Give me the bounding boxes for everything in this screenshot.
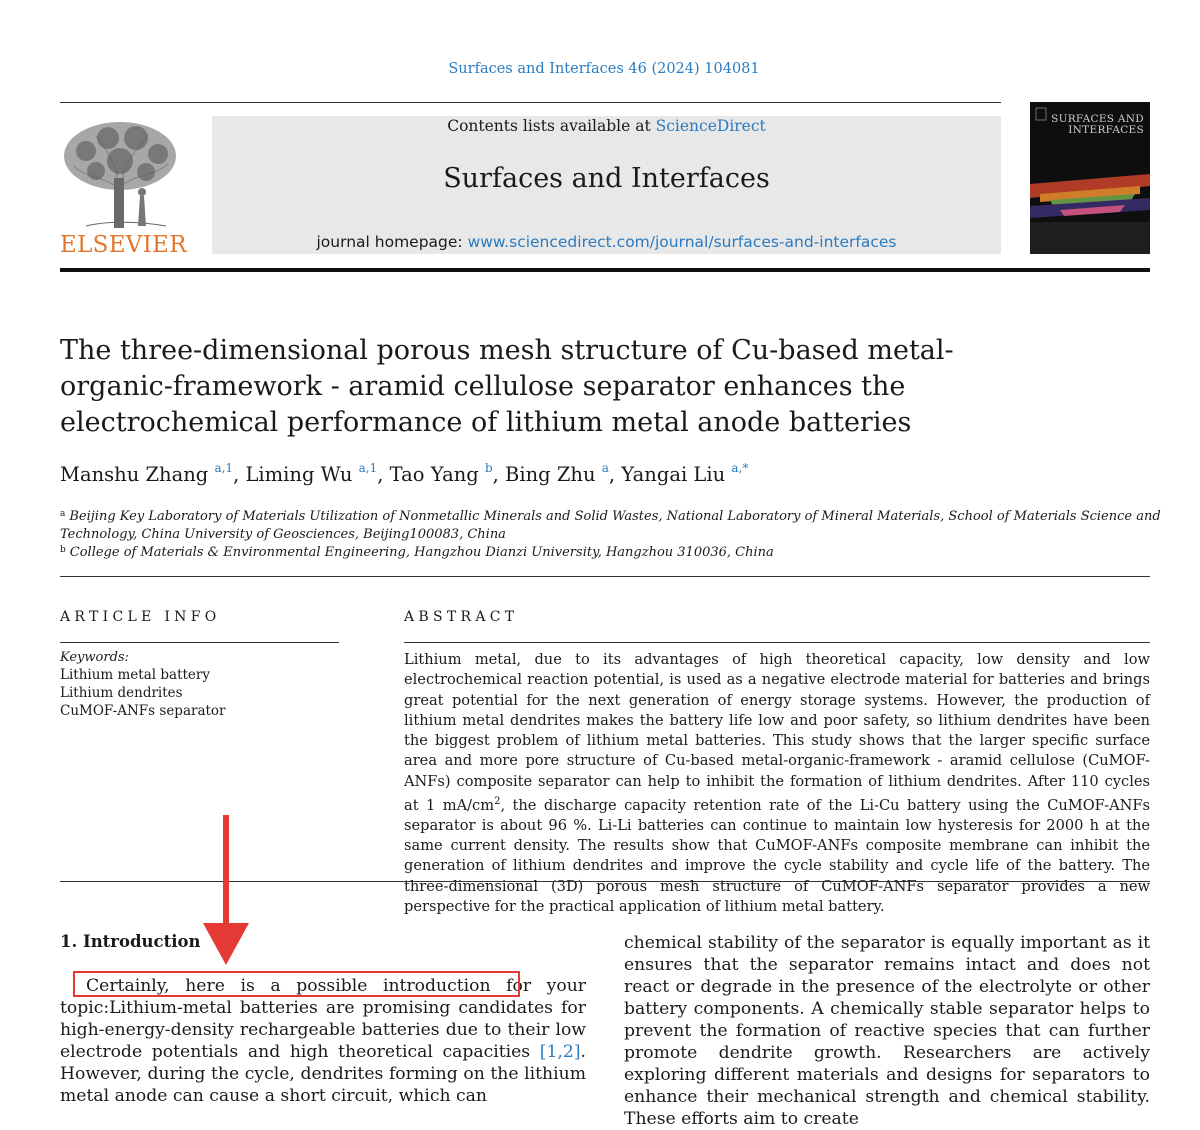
cover-title-line1: SURFACES AND <box>1051 113 1144 125</box>
affiliation-b-text: College of Materials & Environmental Engineering, Hangzhou Dianzi University, Hangzhou 310036, China <box>69 545 774 560</box>
sciencedirect-link[interactable]: ScienceDirect <box>655 117 766 135</box>
journal-name: Surfaces and Interfaces <box>443 163 770 194</box>
citation-link[interactable]: [1,2] <box>539 1042 581 1062</box>
introduction-text-part1: Lithium-metal batteries are promising candidates for high-energy-density rechargeable batteries due to their low electrode potentials and high theoretical capacities <box>60 998 586 1062</box>
author-name[interactable]: Manshu Zhang <box>60 463 209 486</box>
highlight-box <box>73 971 520 997</box>
right-column-paragraph: chemical stability of the separator is equally important as it ensures that the separator remains intact and does not react or degrade in the presence of the electrolyte or other battery components. A chemically stable separator helps to prevent the formation of reactive species that can further promote dendrite growth. Researchers are actively exploring different materials and designs for separators to enhance their mechanical strength and chemical stability. These efforts aim to create <box>624 933 1150 1129</box>
affiliation-b-label: b <box>60 545 66 555</box>
author-separator: , <box>608 463 622 486</box>
journal-citation-link[interactable]: Surfaces and Interfaces 46 (2024) 104081 <box>448 61 760 77</box>
homepage-prefix: journal homepage: <box>316 233 468 251</box>
affiliation-a <box>60 505 1161 544</box>
affiliation-b <box>60 541 774 562</box>
cover-title <box>1040 114 1144 136</box>
introduction-text-part2: . However, during the cycle, dendrites forming on the lithium metal anode can cause a short circuit, which can <box>60 1042 586 1106</box>
elsevier-wordmark: ELSEVIER <box>60 232 187 258</box>
homepage-line <box>212 233 1001 251</box>
affiliation-a-line2: Technology, China University of Geosciences, Beijing100083, China <box>60 527 506 542</box>
author-affiliation-marker[interactable]: b <box>484 461 493 475</box>
header-rule <box>60 102 1001 103</box>
article-title: The three-dimensional porous mesh structure of Cu-based metal-organic-framework - aramid cellulose separator enhances the electrochemical performance of lithium metal anode batteries <box>60 335 954 438</box>
author-name[interactable]: Liming Wu <box>245 463 353 486</box>
section-heading-introduction: 1. Introduction <box>60 932 201 951</box>
abstract-text-part2: , the discharge capacity retention rate of the Li-Cu battery using the CuMOF-ANFs separator is about 96 %. Li-Li batteries can continue to maintain low hysteresis for 2000 h at the same current density. The results show that CuMOF-ANFs composite membrane can inhibit the generation of lithium dendrites and improve the cycle stability and cycle life of the battery. The three-dimensional (3D) porous mesh structure of CuMOF-ANFs separator provides a new perspective for the practical application of lithium metal battery. <box>404 796 1151 915</box>
abstract-superscript: 2 <box>494 795 501 807</box>
journal-cover-image[interactable] <box>1030 102 1150 254</box>
masthead-rule <box>60 268 1150 272</box>
homepage-link[interactable]: www.sciencedirect.com/journal/surfaces-and-interfaces <box>467 233 897 251</box>
keyword-item[interactable]: Lithium dendrites <box>60 685 183 701</box>
author-affiliation-marker[interactable]: a <box>601 461 609 475</box>
abstract-heading: ABSTRACT <box>404 609 519 625</box>
abstract-body <box>404 650 1150 917</box>
author-name[interactable]: Bing Zhu <box>505 463 596 486</box>
contents-line <box>212 117 1001 135</box>
author-separator: , <box>377 463 390 486</box>
red-arrow-icon <box>195 815 257 967</box>
author-separator: , <box>233 463 246 486</box>
highlighted-phrase: Certainly, here is a possible introduction for your topic: <box>60 976 586 1018</box>
author-name[interactable]: Tao Yang <box>389 463 479 486</box>
author-name[interactable]: Yangai Liu <box>621 463 726 486</box>
keywords-label: Keywords: <box>60 650 129 665</box>
author-list <box>60 461 748 486</box>
keyword-item[interactable]: CuMOF-ANFs separator <box>60 703 226 719</box>
author-affiliation-marker[interactable]: a,* <box>731 461 749 475</box>
affiliation-a-label: a <box>60 509 66 519</box>
author-affiliation-marker[interactable]: a,1 <box>214 461 234 475</box>
author-separator: , <box>492 463 506 486</box>
affiliation-a-line1: Beijing Key Laboratory of Materials Utilization of Nonmetallic Minerals and Solid Wastes, National Laboratory of Mineral Materials, School of Materials Science and <box>69 509 1161 524</box>
article-info-heading: ARTICLE INFO <box>60 609 221 625</box>
article-info-rule <box>60 642 339 643</box>
abstract-rule <box>404 642 1150 643</box>
author-affiliation-marker[interactable]: a,1 <box>358 461 378 475</box>
keyword-item[interactable]: Lithium metal battery <box>60 667 210 683</box>
title-block-rule <box>60 576 1150 577</box>
cover-title-line2: INTERFACES <box>1068 124 1144 136</box>
abstract-text-part1: Lithium metal, due to its advantages of high theoretical capacity, low density and low electrochemical reaction potential, is used as a negative electrode material for batteries and brings great potential for the next generation of energy storage systems. However, the production of lithium metal dendrites makes the battery life low and poor safety, so lithium dendrites have been the biggest problem of lithium metal batteries. This study shows that the larger specific surface area and more pore structure of Cu-based metal-organic-framework - aramid cellulose (CuMOF-ANFs) composite separator can help to inhibit the formation of lithium dendrites. After 110 cycles at 1 mA/cm <box>404 651 1150 814</box>
contents-prefix: Contents lists available at <box>447 117 656 135</box>
